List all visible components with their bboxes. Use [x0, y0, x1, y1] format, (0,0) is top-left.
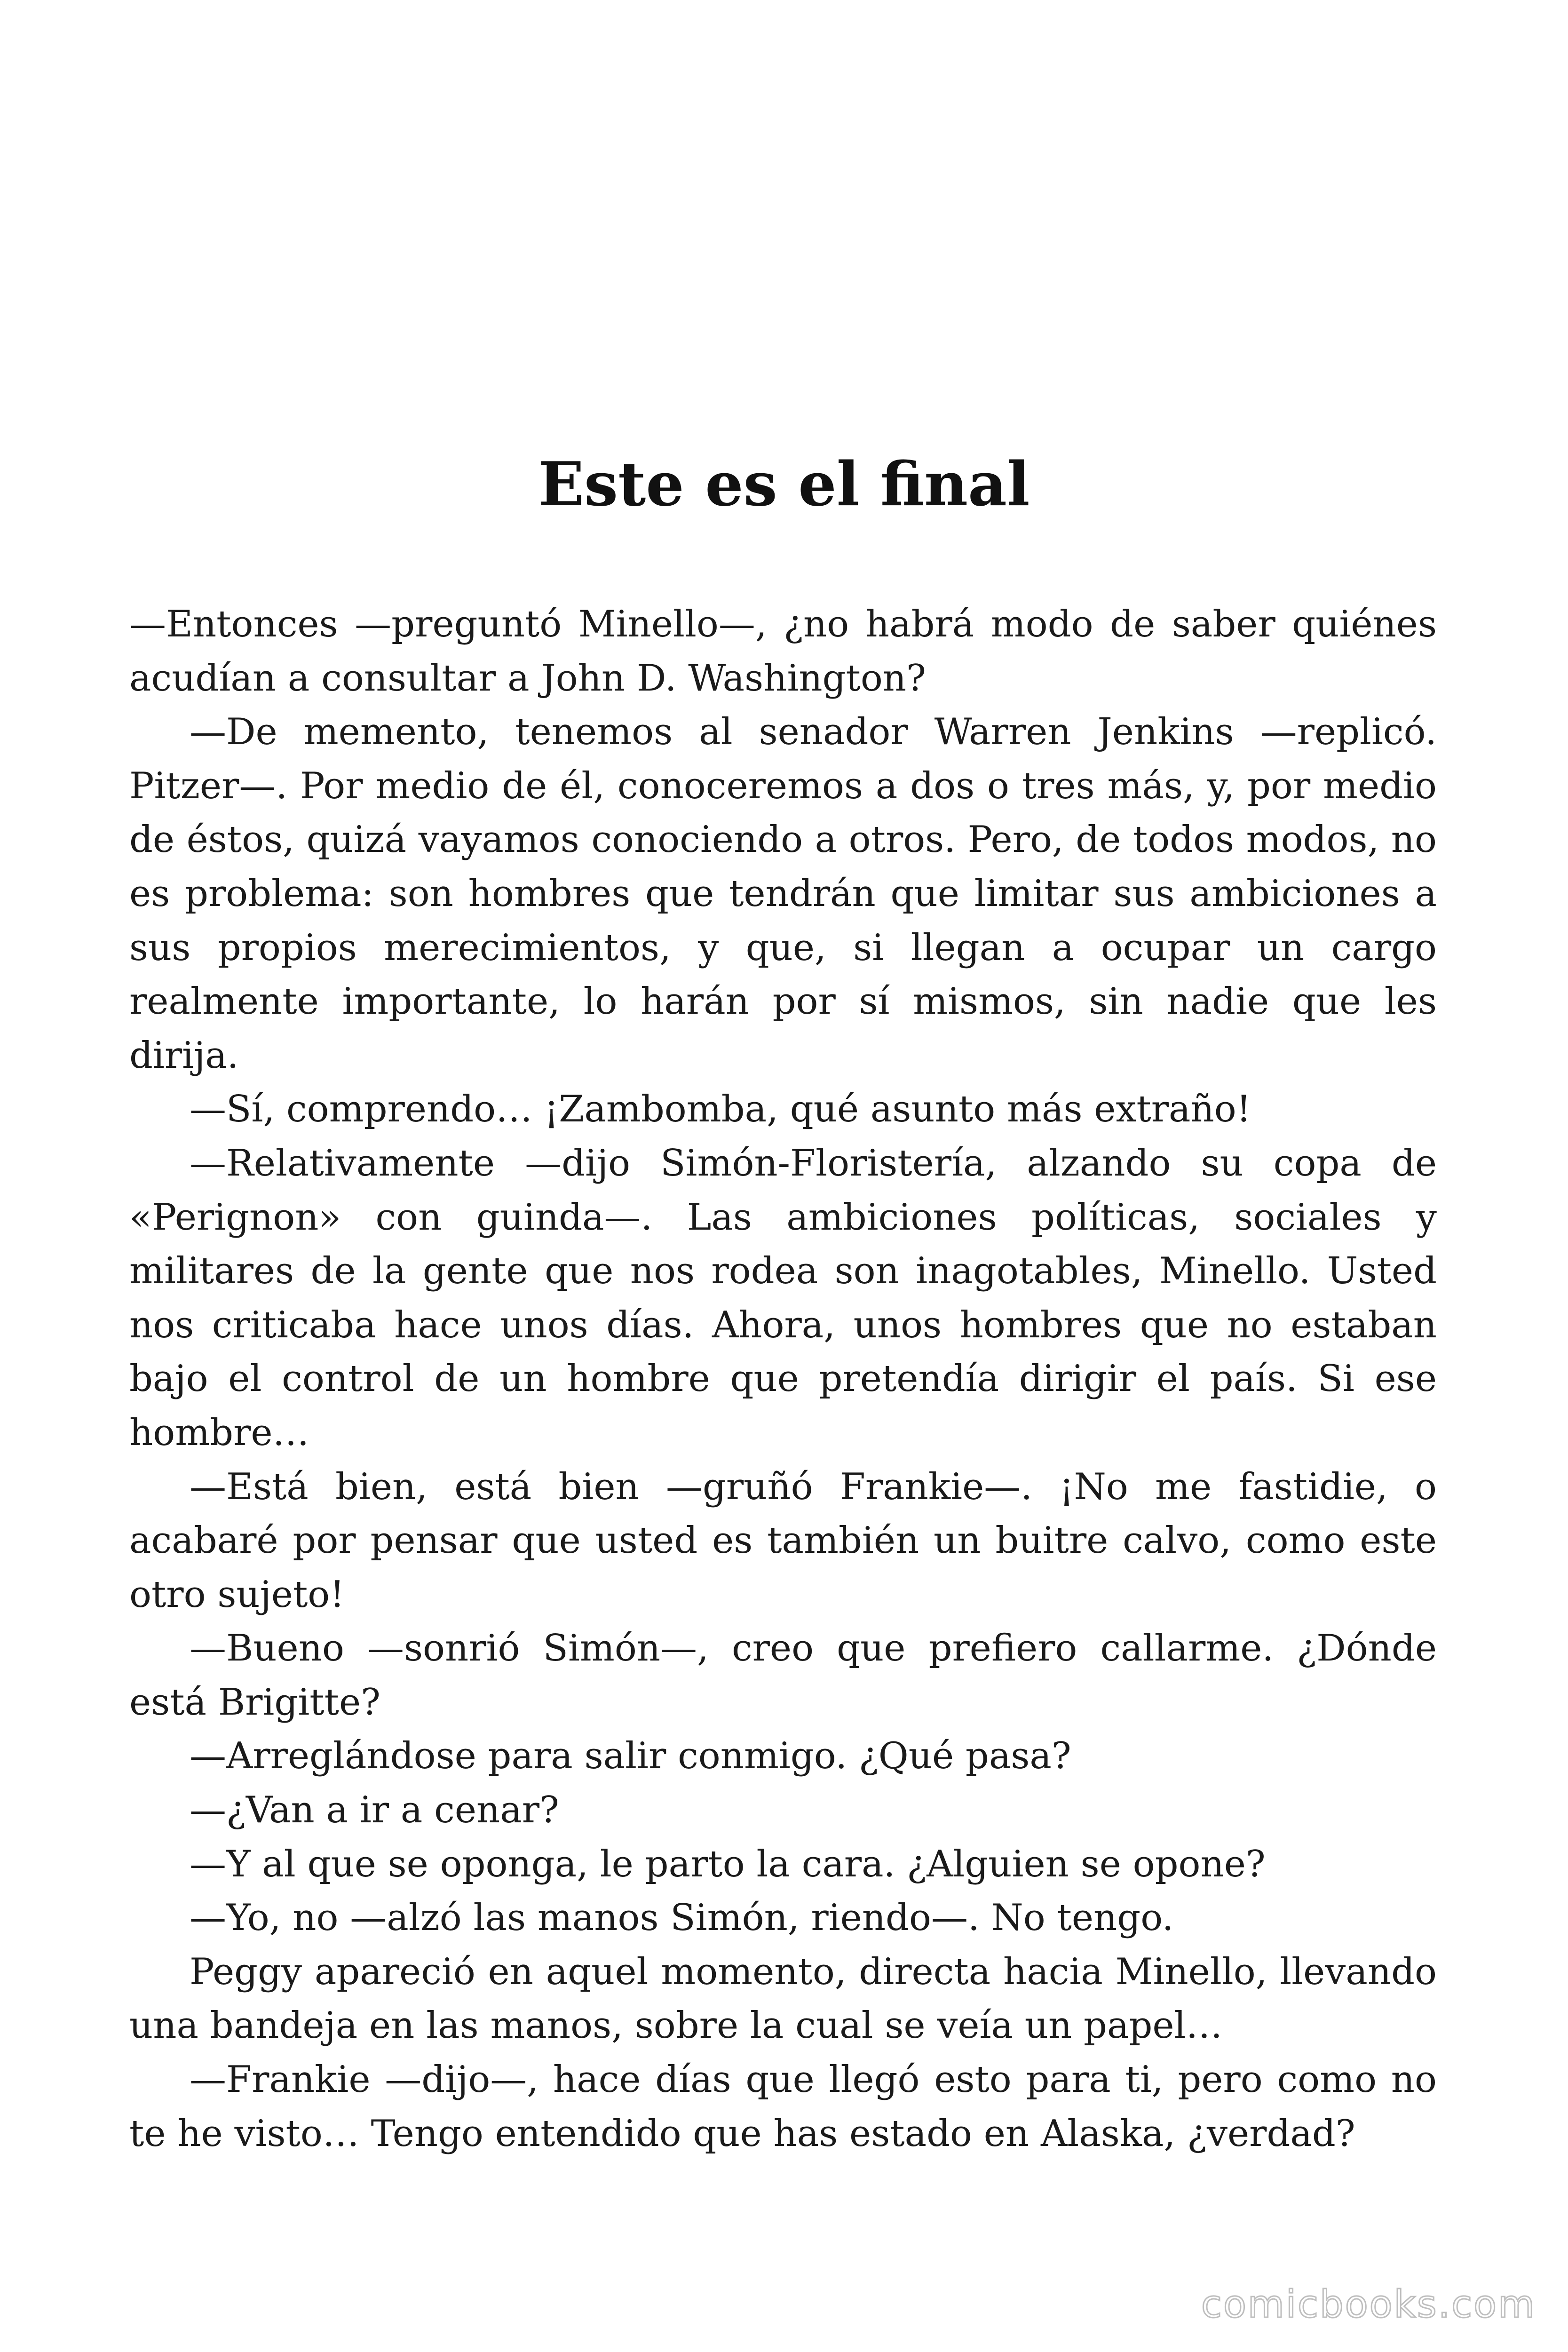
body-text [129, 597, 1437, 2161]
paragraph: —Entonces —preguntó Minello—, ¿no habrá modo de saber quiénes acudían a consultar a John D. Washington? [129, 603, 1437, 699]
paragraph: —Relativamente —dijo Simón-Floristería, alzando su copa de «Perignon» con guinda—. Las ambiciones políticas, sociales y militares de la gente que nos rodea son inagotables, Minello. Usted nos criticaba hace unos días. Ahora, unos hombres que no estaban bajo el control de un hombre que pretendía dirigir el país. Si ese hombre… [129, 1142, 1437, 1454]
paragraph: —Está bien, está bien —gruñó Frankie—. ¡No me fastidie, o acabaré por pensar que usted es también un buitre calvo, como este otro sujeto! [129, 1465, 1437, 1616]
paragraph: —¿Van a ir a cenar? [190, 1789, 559, 1832]
paragraph: Peggy apareció en aquel momento, directa hacia Minello, llevando una bandeja en las manos, sobre la cual se veía un papel… [129, 1950, 1437, 2047]
chapter-title: Este es el final [538, 449, 1030, 520]
paragraph: —Y al que se oponga, le parto la cara. ¿Alguien se opone? [190, 1843, 1266, 1885]
paragraph: —Yo, no —alzó las manos Simón, riendo—. No tengo. [190, 1897, 1174, 1939]
paragraph: —De memento, tenemos al senador Warren Jenkins —replicó. Pitzer—. Por medio de él, conoceremos a dos o tres más, y, por medio de éstos, quizá vayamos conociendo a otros. Pero, de todos modos, no es problema: son hombres que tendrán que limitar sus ambiciones a sus propios merecimientos, y que, si llegan a ocupar un cargo realmente importante, lo harán por sí mismos, sin nadie que les dirija. [129, 711, 1437, 1077]
paragraph: —Frankie —dijo—, hace días que llegó esto para ti, pero como no te he visto… Tengo entendido que has estado en Alaska, ¿verdad? [129, 2058, 1437, 2155]
paragraph: —Bueno —sonrió Simón—, creo que prefiero callarme. ¿Dónde está Brigitte? [129, 1627, 1437, 1724]
paragraph: —Sí, comprendo… ¡Zambomba, qué asunto más extraño! [190, 1088, 1251, 1131]
watermark: comicbooks.com [1201, 2282, 1536, 2326]
paragraph: —Arreglándose para salir conmigo. ¿Qué pasa? [190, 1735, 1071, 1778]
